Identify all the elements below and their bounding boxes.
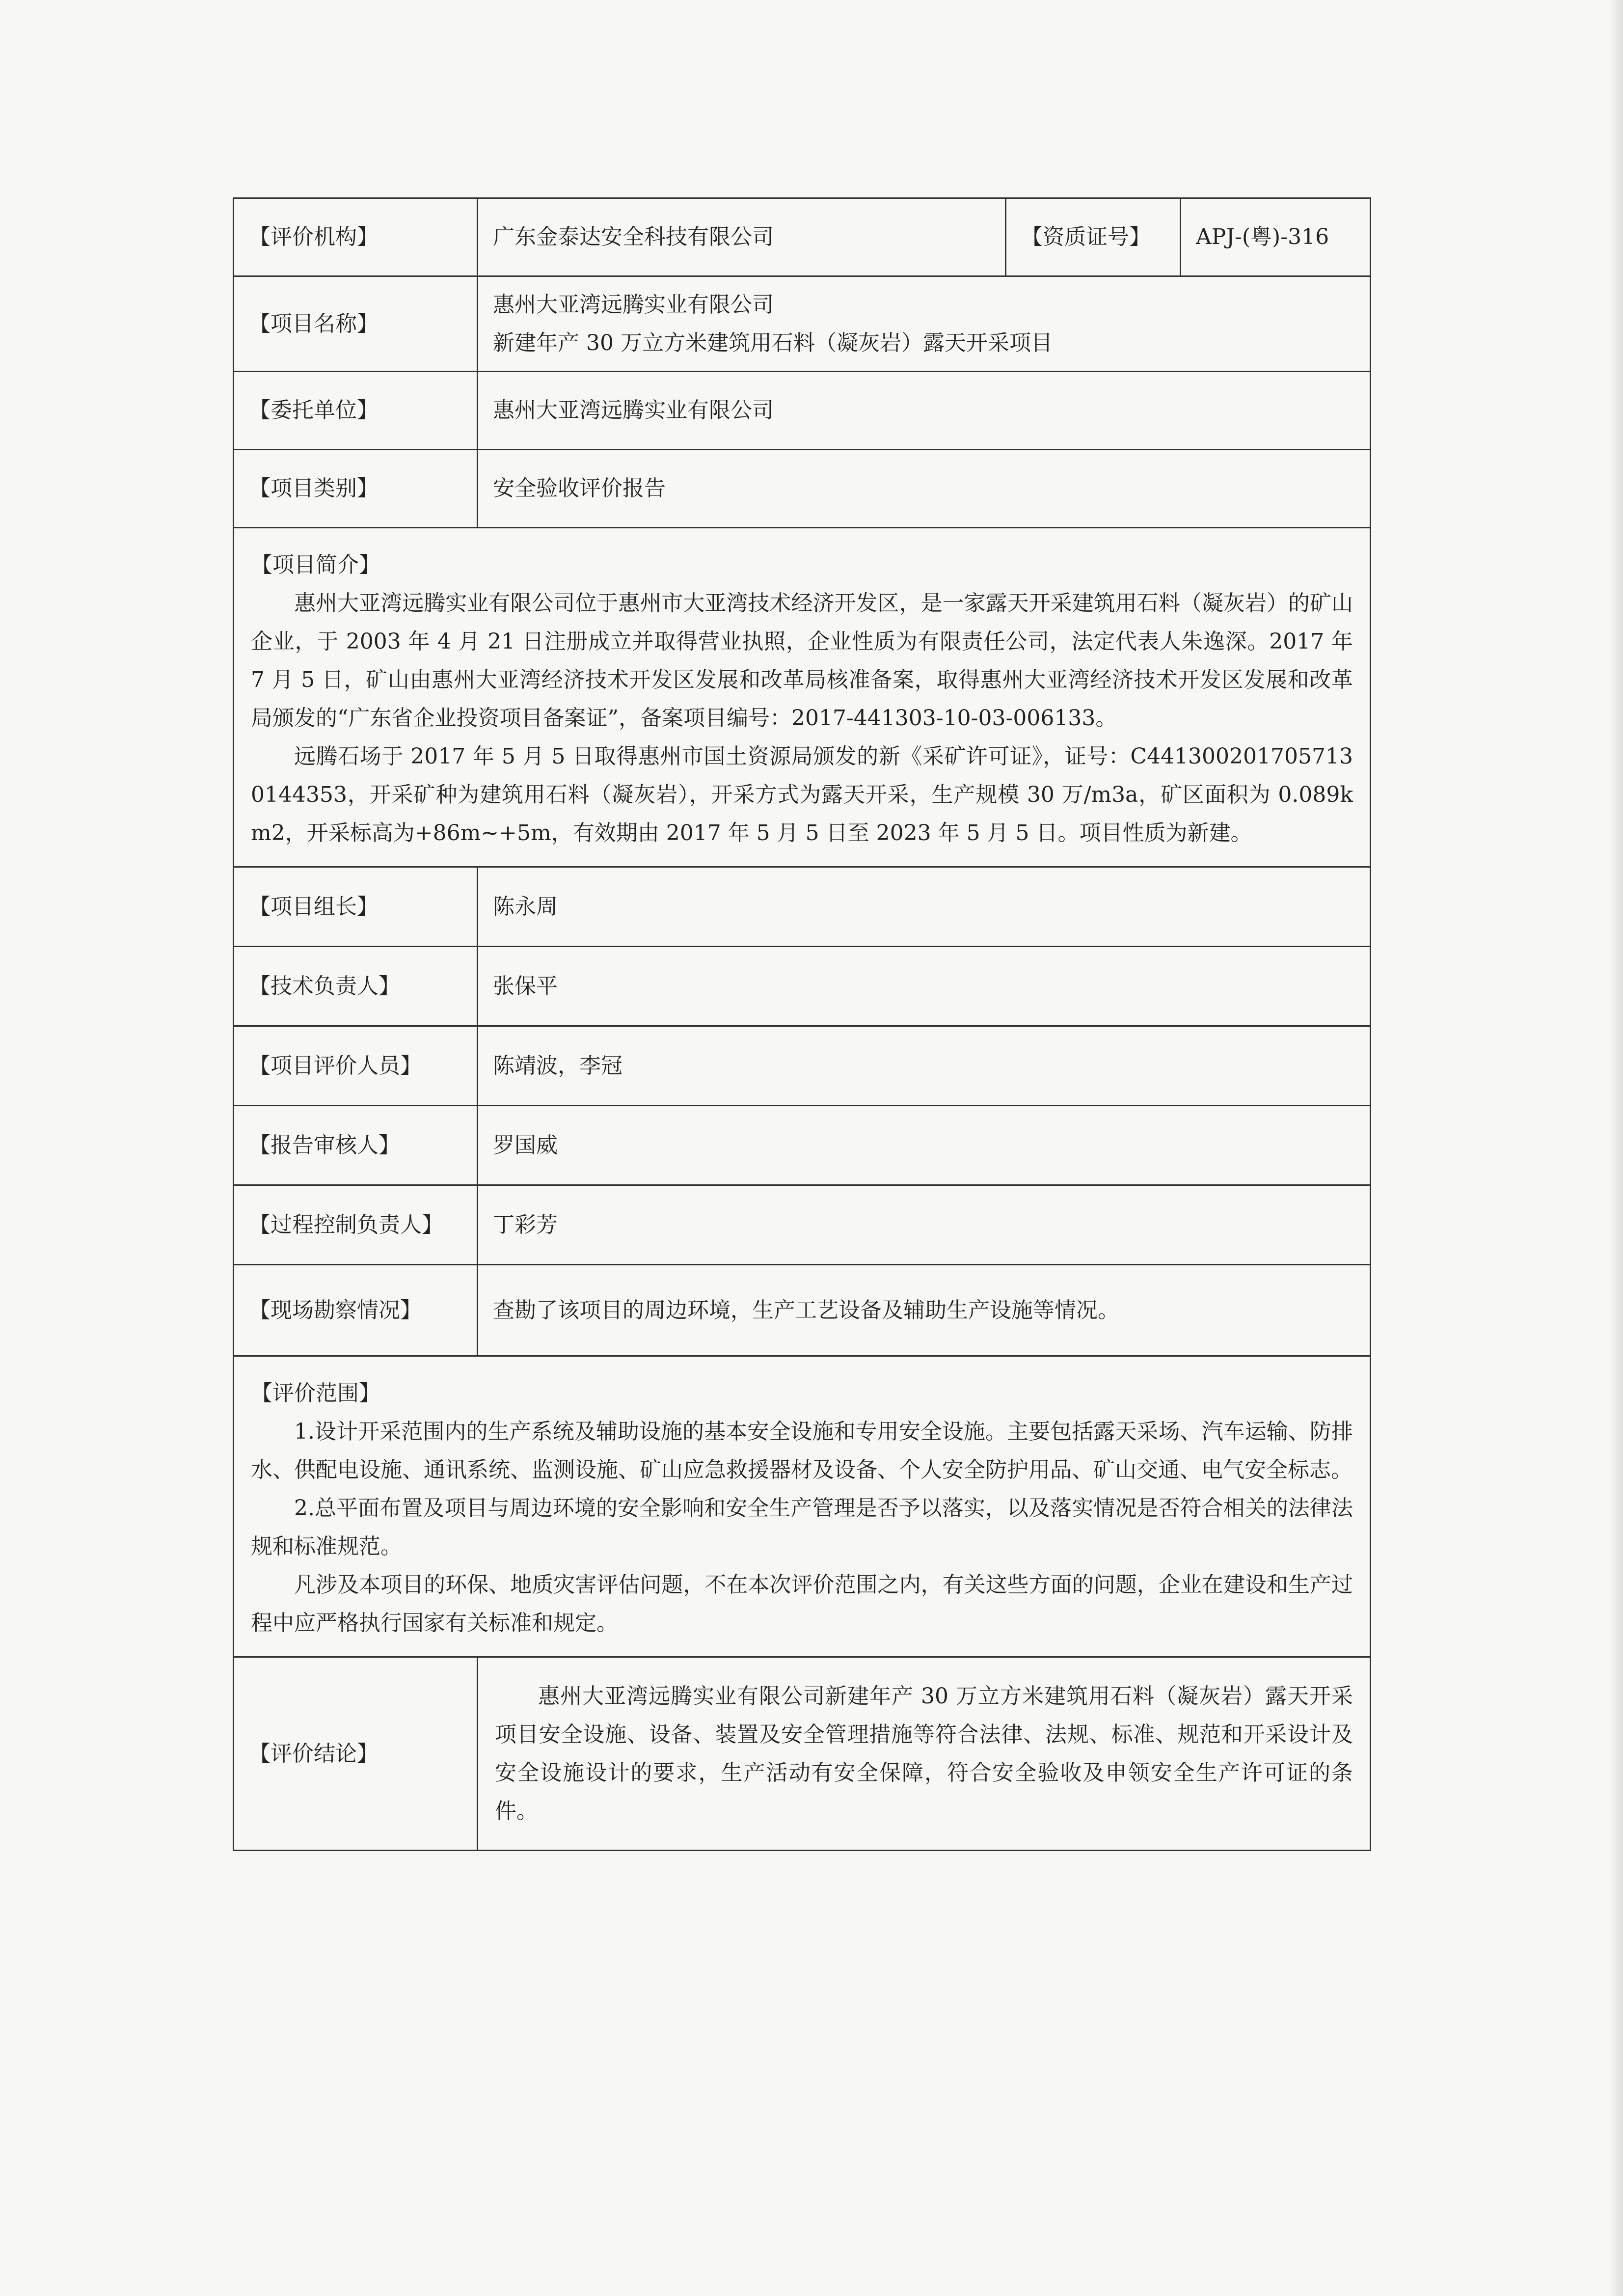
scan-edge-shadow	[1609, 0, 1623, 2296]
site-survey-label: 【现场勘察情况】	[234, 1265, 478, 1356]
conclusion-label: 【评价结论】	[234, 1657, 478, 1851]
site-survey-value: 查勘了该项目的周边环境，生产工艺设备及辅助生产设施等情况。	[478, 1265, 1371, 1356]
evaluators-label: 【项目评价人员】	[234, 1026, 478, 1106]
evaluators-value: 陈靖波，李冠	[478, 1026, 1371, 1106]
agency-value: 广东金泰达安全科技有限公司	[478, 198, 1006, 276]
conclusion-value: 惠州大亚湾远腾实业有限公司新建年产 30 万立方米建筑用石料（凝灰岩）露天开采项目安全设施、设备、装置及安全管理措施等符合法律、法规、标准、规范和开采设计及安全设施设计的要求，生产活动有安全保障，符合安全验收及申领安全生产许可证的条件。	[478, 1657, 1371, 1851]
process-control-value: 丁彩芳	[478, 1185, 1371, 1265]
scope-heading: 【评价范围】	[251, 1381, 380, 1406]
project-name-line1: 惠州大亚湾远腾实业有限公司	[493, 292, 774, 317]
row-category	[234, 450, 1371, 528]
scope-cell	[234, 1356, 1371, 1657]
row-evaluators	[234, 1026, 1371, 1106]
category-label: 【项目类别】	[234, 450, 478, 528]
leader-label: 【项目组长】	[234, 867, 478, 947]
row-leader	[234, 867, 1371, 947]
row-client	[234, 372, 1371, 450]
scope-paragraph-2: 2.总平面布置及项目与周边环境的安全影响和安全生产管理是否予以落实，以及落实情况是否符合相关的法律法规和标准规范。	[251, 1496, 1353, 1559]
evaluation-info-table	[233, 197, 1371, 1851]
row-scope	[234, 1356, 1371, 1657]
row-project-name	[234, 276, 1371, 372]
intro-heading: 【项目简介】	[251, 552, 380, 577]
project-name-value	[478, 276, 1371, 372]
reviewer-value: 罗国威	[478, 1106, 1371, 1185]
leader-value: 陈永周	[478, 867, 1371, 947]
row-reviewer	[234, 1106, 1371, 1185]
row-site-survey	[234, 1265, 1371, 1356]
row-project-intro	[234, 528, 1371, 867]
client-value: 惠州大亚湾远腾实业有限公司	[478, 372, 1371, 450]
reviewer-label: 【报告审核人】	[234, 1106, 478, 1185]
intro-paragraph-2: 远腾石场于 2017 年 5 月 5 日取得惠州市国土资源局颁发的新《采矿许可证》，证号：C4413002017057130144353，开采矿种为建筑用石料（凝灰岩），开采方式为露天开采，生产规模 30 万/m3a，矿区面积为 0.089km2，开采标高为+86m~+5m，有效期由 2017 年 5 月 5 日至 2023 年 5 月 5 日。项目性质为新建。	[251, 744, 1353, 846]
row-conclusion	[234, 1657, 1371, 1851]
scope-paragraph-3: 凡涉及本项目的环保、地质灾害评估问题，不在本次评价范围之内，有关这些方面的问题，企业在建设和生产过程中应严格执行国家有关标准和规定。	[251, 1572, 1353, 1636]
intro-paragraph-1: 惠州大亚湾远腾实业有限公司位于惠州市大亚湾技术经济开发区，是一家露天开采建筑用石料（凝灰岩）的矿山企业，于 2003 年 4 月 21 日注册成立并取得营业执照，企业性质为有限责任公司，法定代表人朱逸深。2017 年 7 月 5 日，矿山由惠州大亚湾经济技术开发区发展和改革局核准备案，取得惠州大亚湾经济技术开发区发展和改革局颁发的“广东省企业投资项目备案证”，备案项目编号：2017-441303-10-03-006133。	[251, 591, 1353, 731]
project-intro-cell	[234, 528, 1371, 867]
scope-paragraph-1: 1.设计开采范围内的生产系统及辅助设施的基本安全设施和专用安全设施。主要包括露天采场、汽车运输、防排水、供配电设施、通讯系统、监测设施、矿山应急救援器材及设备、个人安全防护用品、矿山交通、电气安全标志。	[251, 1419, 1353, 1482]
row-tech-lead	[234, 947, 1371, 1026]
row-process-control	[234, 1185, 1371, 1265]
qualification-value: APJ-(粤)-316	[1181, 198, 1371, 276]
project-name-label: 【项目名称】	[234, 276, 478, 372]
category-value: 安全验收评价报告	[478, 450, 1371, 528]
row-agency	[234, 198, 1371, 276]
client-label: 【委托单位】	[234, 372, 478, 450]
agency-label: 【评价机构】	[234, 198, 478, 276]
process-control-label: 【过程控制负责人】	[234, 1185, 478, 1265]
project-name-line2: 新建年产 30 万立方米建筑用石料（凝灰岩）露天开采项目	[493, 330, 1053, 355]
tech-lead-value: 张保平	[478, 947, 1371, 1026]
tech-lead-label: 【技术负责人】	[234, 947, 478, 1026]
qualification-label: 【资质证号】	[1006, 198, 1181, 276]
